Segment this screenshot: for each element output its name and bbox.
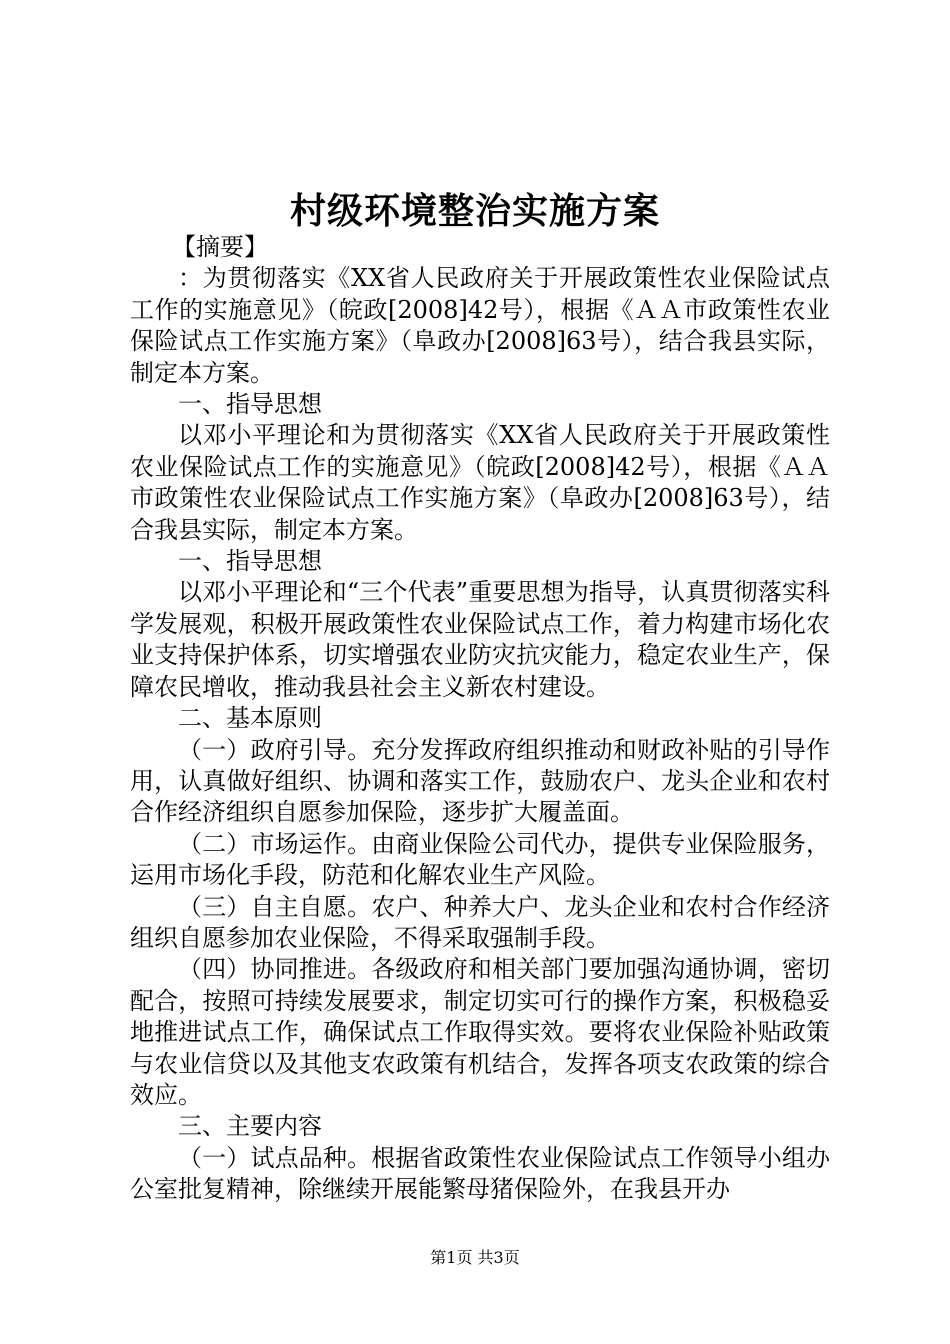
section-heading: 一、指导思想 [178,390,322,419]
section-heading: 三、主要内容 [178,1112,322,1141]
body-paragraph: （一）试点品种。根据省政策性农业保险试点工作领导小组办公室批复精神，除继续开展能繁母猪保险外，在我县开办 [130,1143,830,1204]
abstract-label: 【摘要】 [172,233,268,261]
body-paragraph: （二）市场运作。由商业保险公司代办，提供专业保险服务，运用市场化手段，防范和化解农业生产风险。 [130,829,830,890]
body-paragraph: （一）政府引导。充分发挥政府组织推动和财政补贴的引导作用，认真做好组织、协调和落实工作，鼓励农户、龙头企业和农村合作经济组织自愿参加保险，逐步扩大履盖面。 [130,735,830,827]
abstract-paragraph: ：为贯彻落实《XX省人民政府关于开展政策性农业保险试点工作的实施意见》（皖政[2008]42号），根据《ＡＡ市政策性农业保险试点工作实施方案》（阜政办[2008]63号），结合我县实际，制定本方案。 [130,264,830,387]
document-title: 村级环境整治实施方案 [289,190,660,232]
section-heading: 一、指导思想 [178,547,322,576]
body-paragraph: 以邓小平理论和“三个代表”重要思想为指导，认真贯彻落实科学发展观，积极开展政策性农业保险试点工作，着力构建市场化农业支持保护体系，切实增强农业防灾抗灾能力，稳定农业生产，保障农民增收，推动我县社会主义新农村建设。 [130,578,830,701]
body-paragraph: （四）协同推进。各级政府和相关部门要加强沟通协调，密切配合，按照可持续发展要求，制定切实可行的操作方案，积极稳妥地推进试点工作，确保试点工作取得实效。要将农业保险补贴政策与农业信贷以及其他支农政策有机结合，发挥各项支农政策的综合效应。 [130,955,830,1109]
body-paragraph: 以邓小平理论和为贯彻落实《XX省人民政府关于开展政策性农业保险试点工作的实施意见》（皖政[2008]42号），根据《ＡＡ市政策性农业保险试点工作实施方案》（阜政办[2008]63号），结合我县实际，制定本方案。 [130,421,830,544]
document-body [130,232,830,1206]
body-paragraph: （三）自主自愿。农户、种养大户、龙头企业和农村合作经济组织自愿参加农业保险，不得采取强制手段。 [130,892,830,952]
page-footer: 第1页 共3页 [430,1248,520,1267]
section-heading: 二、基本原则 [178,704,322,733]
